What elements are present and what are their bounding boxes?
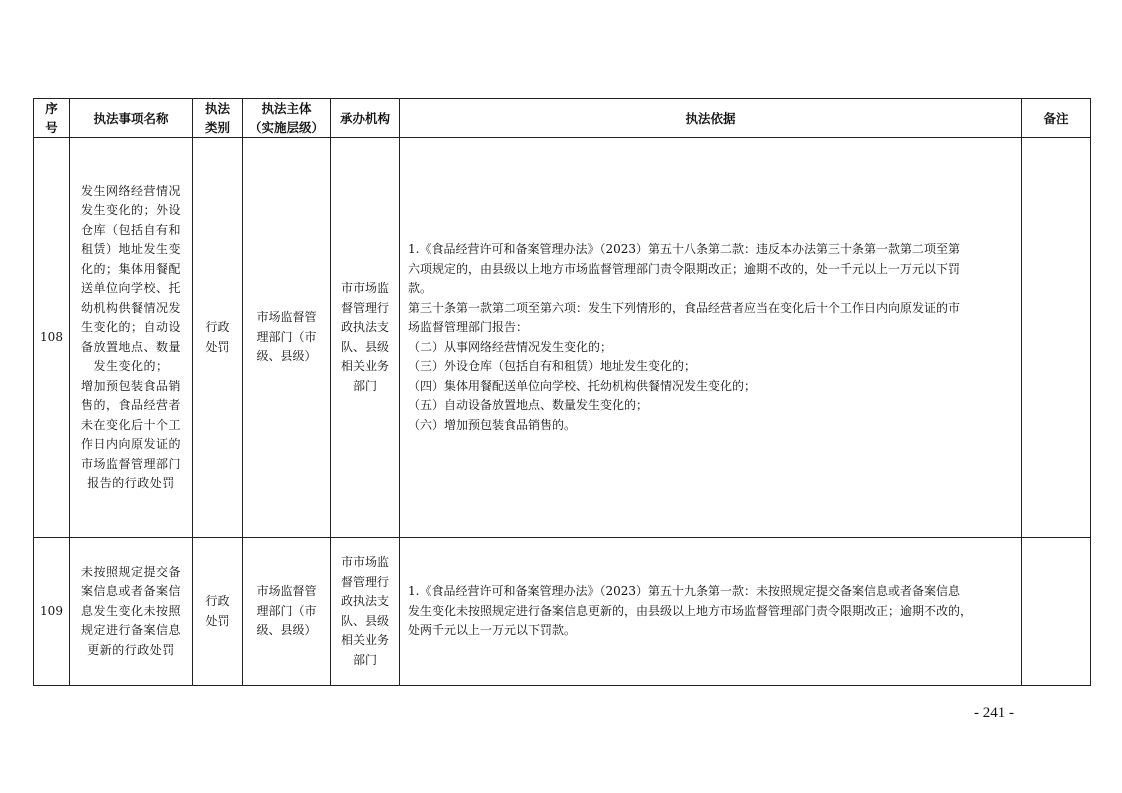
row-agency: 市市场监 督管理行 政执法支 队、县级 相关业务 部门 xyxy=(331,138,400,538)
row-subject: 市场监督管 理部门（市 级、县级） xyxy=(243,538,331,686)
row-remark xyxy=(1022,538,1091,686)
row-item-name: 未按照规定提交备 案信息或者备案信 息发生变化未按照 规定进行备案信息 更新的行政处罚 xyxy=(70,538,193,686)
row-category: 行政 处罚 xyxy=(193,138,243,538)
enforcement-table xyxy=(33,98,1091,686)
row-index: 108 xyxy=(34,138,70,538)
header-agency: 承办机构 xyxy=(331,99,400,138)
header-category: 执法 类别 xyxy=(193,99,243,138)
row-remark xyxy=(1022,138,1091,538)
row-legal-basis: 1.《食品经营许可和备案管理办法》（2023）第五十八条第二款：违反本办法第三十条第一款第二项至第 六项规定的，由县级以上地方市场监督管理部门责令限期改正；逾期不改的，处一千元以上一万元以下罚 款。 第三十条第一款第二项至第六项：发生下列情形的，食品经营者应当在变化后十个工作日内向原发证的市 场监督管理部门报告： （二）从事网络经营情况发生变化的； （三）外设仓库（包括自有和租赁）地址发生变化的； （四）集体用餐配送单位向学校、托幼机构供餐情况发生变化的； （五）自动设备放置地点、数量发生变化的； （六）增加预包装食品销售的。 xyxy=(400,138,1022,538)
header-name: 执法事项名称 xyxy=(70,99,193,138)
table-row xyxy=(34,538,1091,686)
row-index: 109 xyxy=(34,538,70,686)
header-remark: 备注 xyxy=(1022,99,1091,138)
page-number: - 241 - xyxy=(974,705,1014,721)
header-index: 序 号 xyxy=(34,99,70,138)
row-category: 行政 处罚 xyxy=(193,538,243,686)
header-subject: 执法主体 （实施层级） xyxy=(243,99,331,138)
row-agency: 市市场监 督管理行 政执法支 队、县级 相关业务 部门 xyxy=(331,538,400,686)
row-subject: 市场监督管 理部门（市 级、县级） xyxy=(243,138,331,538)
table-header-row xyxy=(34,99,1091,138)
row-item-name: 发生网络经营情况 发生变化的；外设 仓库（包括自有和 租赁）地址发生变 化的；集体用餐配 送单位向学校、托 幼机构供餐情况发 生变化的；自动设 备放置地点、数量 发生变化的； 增加预包装食品销 售的，食品经营者 未在变化后十个工 作日内向原发证的 市场监督管理部门 报告的行政处罚 xyxy=(70,138,193,538)
row-legal-basis: 1.《食品经营许可和备案管理办法》（2023）第五十九条第一款：未按照规定提交备案信息或者备案信息 发生变化未按照规定进行备案信息更新的，由县级以上地方市场监督管理部门责令限期改正；逾期不改的， 处两千元以上一万元以下罚款。 xyxy=(400,538,1022,686)
header-basis: 执法依据 xyxy=(400,99,1022,138)
table-row xyxy=(34,138,1091,538)
